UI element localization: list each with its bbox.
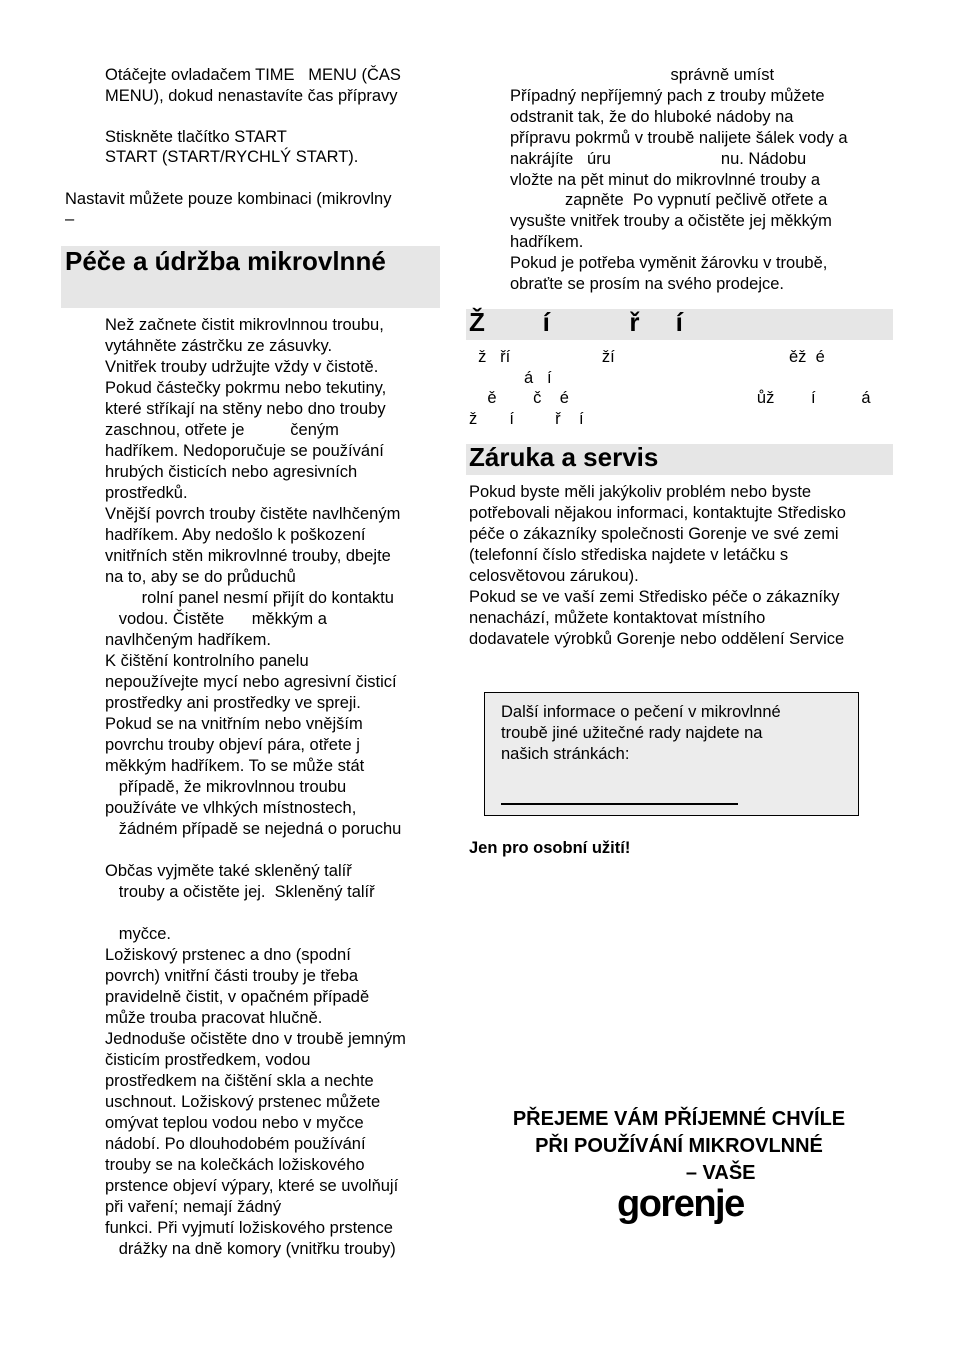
text-line: (telefonní číslo střediska najdete v letáčku s [469,546,789,564]
text-line: obraťte se prosím na svého prodejce. [510,275,785,293]
text-line: Pokud se na vnitřním nebo vnějším [105,715,363,733]
text-line: případě, že mikrovlnnou troubu [105,778,347,796]
text-line: vodou. Čistěte měkkým a [105,610,327,628]
text-line: při vaření; nemají žádný [105,1198,282,1216]
text-line: potřebovali nějakou informaci, kontaktujte Středisko [469,504,846,522]
closing-line: PŘI POUŽÍVÁNÍ MIKROVLNNÉ [535,1135,823,1157]
text-line: vysušte vnitřek trouby a očistěte jej měkkým [510,212,832,231]
text-line: Pokud se ve vaší zemi Středisko péče o zákazníky [469,588,840,606]
text-line: žádném případě se nejedná o poruchu [105,820,402,838]
text-line: START (START/RYCHLÝ START). [105,148,359,167]
text-line: Otáčejte ovladačem TIME MENU (ČAS [105,66,401,84]
text-line: MENU), dokud nenastavíte čas přípravy [105,86,398,105]
text-line: Občas vyjměte také skleněný talíř [105,862,352,880]
text-line: Vnitřek trouby udržujte vždy v čistotě. [105,358,379,376]
text-line: Než začnete čistit mikrovlnnou troubu, [105,316,384,334]
text-line: nádobí. Po dlouhodobém používání [105,1135,366,1153]
text-line: prstence objeví výpary, které se uvolňují [105,1177,399,1195]
text-line: Vnější povrch trouby čistěte navlhčeným [105,505,401,523]
text-line: které stříkají na stěny nebo dno trouby [105,400,386,418]
text-line: nenachází, můžete kontaktovat místního [469,609,766,627]
text-line: celosvětovou zárukou). [469,567,639,585]
text-line: hadříkem. [510,233,584,252]
text-line: omývat teplou vodou nebo v myčce [105,1114,364,1132]
warranty-heading: Záruka a servis [469,442,659,472]
text-line: Stiskněte tlačítko START [105,127,287,146]
text-line: hadříkem. Nedoporučuje se používání [105,442,384,460]
closing-line: PŘEJEME VÁM PŘÍJEMNÉ CHVÍLE [512,1108,846,1130]
text-line: pravidelně čistit, v opačném případě [105,988,370,1006]
text-line: funkci. Při vyjmutí ložiskového prstence [105,1219,393,1237]
text-line: nakrájíte úru nu. Nádobu [510,149,807,168]
text-line: á í [469,368,552,387]
text-line: Případný nepříjemný pach z trouby můžete [510,86,825,105]
text-line: rolní panel nesmí přijít do kontaktu [105,589,394,607]
text-line: ž í ř í [469,409,584,428]
link-underline [501,803,738,805]
text-line: – [65,210,75,229]
personal-use-note: Jen pro osobní užití! [469,839,631,857]
text-line: dodavatele výrobků Gorenje nebo oddělení Service [469,630,845,648]
text-line: přípravu pokrmů v troubě nalijete šálek vody a [510,128,848,147]
text-line: ě č é ůž í á [469,389,871,407]
text-line: povrch) vnitřní části trouby je třeba [105,967,359,985]
text-line: hadříkem. Aby nedošlo k poškození [105,526,366,544]
text-line: hrubých čisticích nebo agresivních [105,463,358,481]
info-box-line: Další informace o pečení v mikrovlnné [501,703,781,721]
text-line: prostředkem na čištění skla a nechte [105,1072,374,1090]
text-line: Pokud byste měli jakýkoliv problém nebo byste [469,483,812,501]
text-line: trouby se na kolečkách ložiskového [105,1156,365,1174]
info-box-line: troubě jiné užitečné rady najdete na [501,724,763,742]
info-box-line: našich stránkách: [501,745,630,763]
text-line: prostředků. [105,484,188,502]
text-line: vnitřních stěn mikrovlnné trouby, dbejte [105,547,391,565]
text-line: Nastavit můžete pouze kombinaci (mikrovlny [65,189,392,208]
text-line: myčce. [105,925,172,943]
text-line: drážky na dně komory (vnitřku trouby) [105,1240,396,1258]
text-line: zapněte Po vypnutí pečlivě otřete a [510,191,828,210]
text-line: K čištění kontrolního panelu [105,652,309,670]
text-line: trouby a očistěte jej. Skleněný talíř [105,883,375,901]
text-line: Pokud částečky pokrmu nebo tekutiny, [105,379,387,397]
text-line: navlhčeným hadříkem. [105,631,271,649]
care-heading: Péče a údržba mikrovlnné [65,246,386,276]
text-line: používáte ve vlhkých místnostech, [105,799,357,817]
env-heading: Ž í ř í [469,307,683,337]
text-line: vložte na pět minut do mikrovlnné trouby a [510,170,820,189]
text-line: uschnout. Ložiskový prstenec můžete [105,1093,381,1111]
text-line: Pokud je potřeba vyměnit žárovku v troubě, [510,254,828,273]
text-line: na to, aby se do průduchů [105,568,296,586]
text-line: může trouba pracovat hlučně. [105,1009,323,1027]
info-box [484,692,859,816]
text-line: čisticím prostředkem, vodou [105,1051,311,1069]
text-line: péče o zákazníky společnosti Gorenje ve své zemi [469,525,839,543]
text-line: povrchu trouby objeví pára, otřete j [105,736,360,754]
text-line: měkkým hadříkem. To se může stát [105,757,365,775]
text-line: Ložiskový prstenec a dno (spodní [105,946,351,964]
text-line: nepoužívejte mycí nebo agresivní čisticí [105,673,397,691]
text-line: prostředky ani prostředky ve spreji. [105,694,361,712]
text-line: vytáhněte zástrčku ze zásuvky. [105,337,333,355]
closing-line: – VAŠE [602,1162,756,1184]
text-line: zaschnou, otřete je čeným [105,421,339,439]
gorenje-logo: gorenje [617,1183,744,1225]
text-line: ž ří ží ěž é [469,348,825,366]
text-line: správně umíst [510,66,775,84]
text-line: Jednoduše očistěte dno v troubě jemným [105,1030,406,1048]
text-line: odstranit tak, že do hluboké nádoby na [510,107,794,126]
